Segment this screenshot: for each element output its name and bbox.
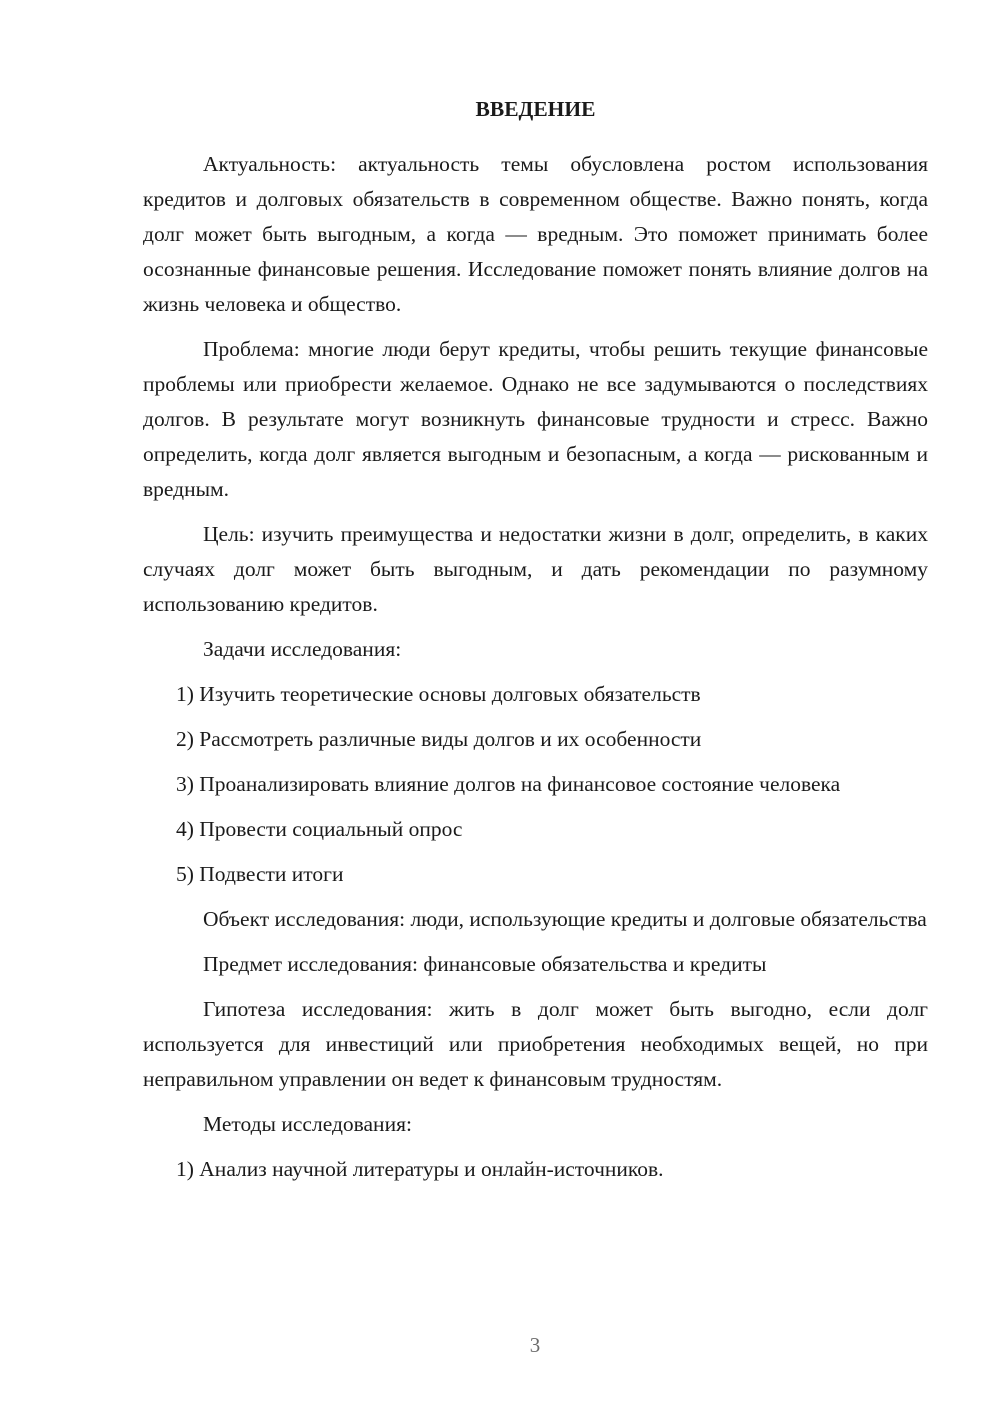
task-item-4: 4) Провести социальный опрос: [176, 817, 463, 841]
paragraph-goal: Цель: изучить преимущества и недостатки жизни в долг, определить, в каких случаях долг может быть выгодным, и дать рекомендации по разумному использованию кредитов.: [143, 522, 928, 616]
methods-heading: Методы исследования:: [203, 1112, 412, 1136]
section-title: ВВЕДЕНИЕ: [475, 97, 596, 121]
task-item-2: 2) Рассмотреть различные виды долгов и их особенности: [176, 727, 702, 751]
task-item-5: 5) Подвести итоги: [176, 862, 344, 886]
paragraph-hypothesis: Гипотеза исследования: жить в долг может быть выгодно, если долг используется для инвестиций или приобретения необходимых вещей, но при неправильном управлении он ведет к финансовым трудностям.: [143, 997, 928, 1091]
paragraph-problem: Проблема: многие люди берут кредиты, чтобы решить текущие финансовые проблемы или приобрести желаемое. Однако не все задумываются о последствиях долгов. В результате могут возникнуть финансовые трудности и стресс. Важно определить, когда долг является выгодным и безопасным, а когда — рискованным и вредным.: [143, 337, 928, 501]
tasks-heading: Задачи исследования:: [203, 637, 402, 661]
paragraph-relevance: Актуальность: актуальность темы обусловлена ростом использования кредитов и долговых обязательств в современном обществе. Важно понять, когда долг может быть выгодным, а когда — вредным. Это поможет принимать более осознанные финансовые решения. Исследование поможет понять влияние долгов на жизнь человека и общество.: [143, 152, 928, 316]
paragraph-object: Объект исследования: люди, использующие кредиты и долговые обязательства: [203, 907, 927, 931]
task-item-1: 1) Изучить теоретические основы долговых обязательств: [176, 682, 701, 706]
document-page: [143, 92, 928, 1197]
paragraph-subject: Предмет исследования: финансовые обязательства и кредиты: [203, 952, 767, 976]
method-item-1: 1) Анализ научной литературы и онлайн-источников.: [176, 1157, 664, 1181]
page-number: 3: [529, 1333, 541, 1357]
task-item-3: 3) Проанализировать влияние долгов на финансовое состояние человека: [176, 772, 841, 796]
